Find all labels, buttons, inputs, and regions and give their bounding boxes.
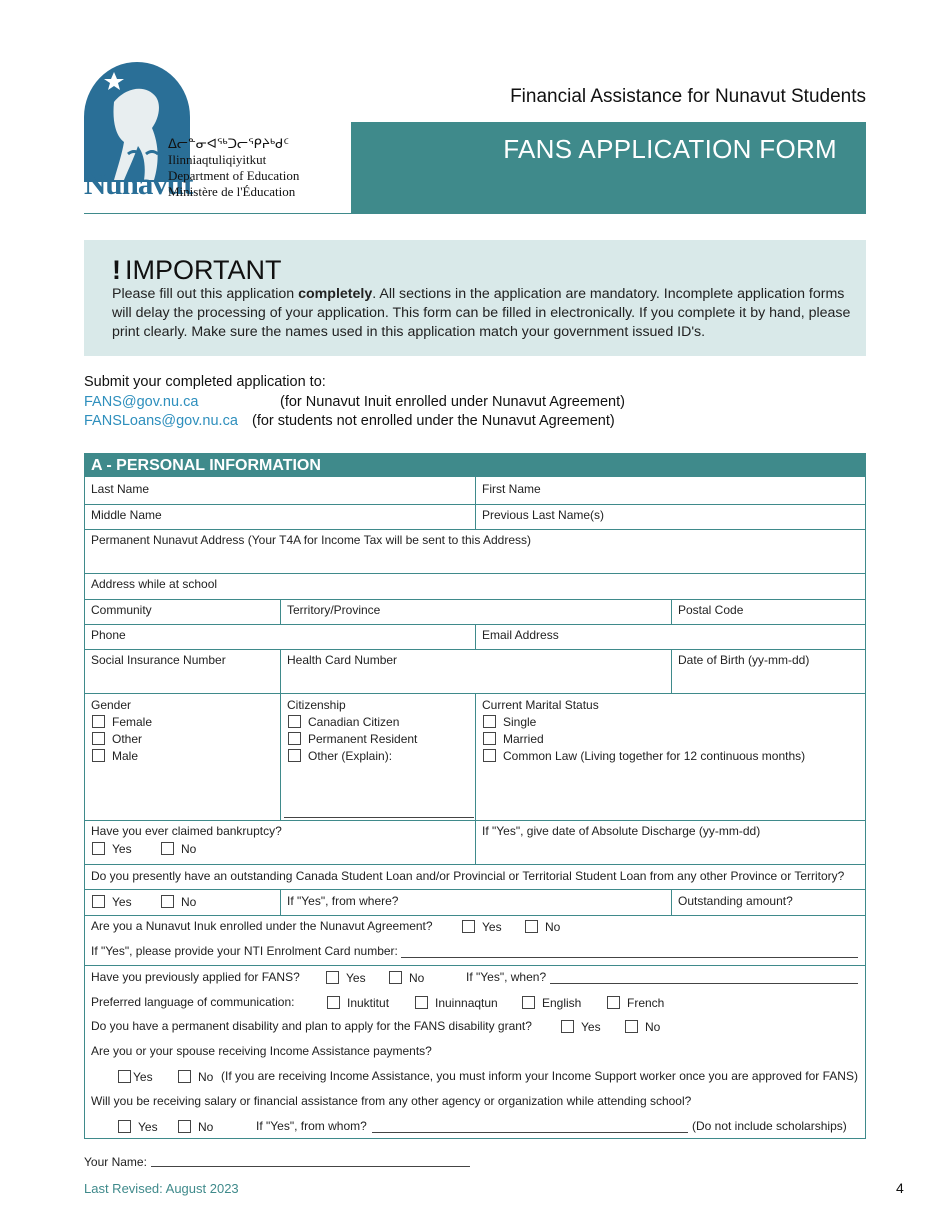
important-body-pre: Please fill out this application	[112, 286, 299, 302]
option-label: No	[409, 971, 425, 985]
option-label: French	[627, 996, 665, 1010]
citizenship-label: Citizenship	[287, 698, 346, 712]
community-label: Community	[91, 603, 152, 617]
last-revised: Last Revised: August 2023	[84, 1181, 239, 1196]
disability-yes-option[interactable]	[561, 1020, 601, 1034]
salary-question: Will you be receiving salary or financial assistance from any other agency or organization while attending school?	[91, 1094, 692, 1108]
loan-question: Do you presently have an outstanding Canada Student Loan and/or Provincial or Territorial Student Loan from any other Province or Territory?	[91, 869, 845, 883]
prev-fans-no-option[interactable]	[389, 971, 424, 985]
gender-other-option[interactable]	[92, 732, 142, 746]
program-title: Financial Assistance for Nunavut Students	[510, 86, 866, 107]
citizen-canadian-option[interactable]	[288, 715, 399, 729]
loan-where-label: If "Yes", from where?	[287, 894, 399, 908]
logo-wordmark: Nunavut	[84, 166, 193, 201]
checkbox-icon[interactable]	[525, 920, 538, 933]
checkbox-icon[interactable]	[326, 971, 339, 984]
last-name-label: Last Name	[91, 482, 150, 496]
option-label: Yes	[112, 895, 132, 909]
prev-fans-question: Have you previously applied for FANS?	[91, 970, 300, 984]
bankruptcy-no-option[interactable]	[161, 842, 196, 856]
exclamation-icon: !	[112, 255, 121, 285]
income-note: (If you are receiving Income Assistance, you must inform your Income Support worker once you are approved for FANS)	[221, 1069, 858, 1083]
checkbox-icon[interactable]	[92, 715, 105, 728]
checkbox-icon[interactable]	[288, 749, 301, 762]
gender-male-option[interactable]	[92, 749, 138, 763]
marital-label: Current Marital Status	[482, 698, 599, 712]
school-address-label: Address while at school	[91, 577, 218, 591]
option-label: Female	[112, 715, 153, 729]
checkbox-icon[interactable]	[161, 895, 174, 908]
option-label: No	[181, 842, 197, 856]
inuk-no-option[interactable]	[525, 920, 560, 934]
nti-question: If "Yes", please provide your NTI Enrolment Card number:	[91, 944, 398, 958]
checkbox-icon[interactable]	[118, 1120, 131, 1133]
citizen-permanent-option[interactable]	[288, 732, 417, 746]
email2-note: (for students not enrolled under the Nunavut Agreement)	[252, 413, 615, 429]
submit-instructions	[84, 373, 625, 432]
logo-text	[168, 136, 299, 200]
inuk-question: Are you a Nunavut Inuk enrolled under the Nunavut Agreement?	[91, 919, 433, 933]
middle-name-label: Middle Name	[91, 508, 162, 522]
fansloans-email-link[interactable]: FANSLoans@gov.nu.ca	[84, 413, 238, 429]
checkbox-icon[interactable]	[288, 715, 301, 728]
logo-text-syllabics: ᐃᓕᓐᓂᐊᖅᑐᓕᕿᔨᒃᑯᑦ	[168, 136, 289, 151]
your-name-line[interactable]	[151, 1166, 470, 1167]
important-title	[112, 255, 282, 286]
option-label: Other (Explain):	[308, 749, 393, 763]
checkbox-icon[interactable]	[625, 1020, 638, 1033]
option-label: English	[542, 996, 582, 1010]
logo-text-inuinnaqtun: Ilinniaqtuliqiyitkut	[168, 152, 267, 167]
section-a-header: A - PERSONAL INFORMATION	[84, 453, 866, 477]
checkbox-icon[interactable]	[607, 996, 620, 1009]
sin-label: Social Insurance Number	[91, 653, 226, 667]
page-number: 4	[896, 1180, 904, 1196]
phone-label: Phone	[91, 628, 126, 642]
citizen-other-option[interactable]	[288, 749, 392, 763]
email1-note: (for Nunavut Inuit enrolled under Nunavut Agreement)	[280, 393, 625, 410]
checkbox-icon[interactable]	[92, 749, 105, 762]
nti-number-line[interactable]	[401, 957, 858, 958]
option-label: Yes	[138, 1120, 158, 1134]
territory-label: Territory/Province	[287, 603, 381, 617]
checkbox-icon[interactable]	[178, 1070, 191, 1083]
fans-email-link[interactable]: FANS@gov.nu.ca	[84, 393, 199, 410]
logo-text-french: Ministère de l'Éducation	[168, 184, 296, 199]
permanent-address-label: Permanent Nunavut Address (Your T4A for Income Tax will be sent to this Address)	[91, 533, 532, 547]
postal-code-label: Postal Code	[678, 603, 744, 617]
prev-fans-when-label: If "Yes", when?	[466, 970, 547, 984]
option-label: No	[198, 1070, 214, 1084]
form-title: FANS APPLICATION FORM	[503, 134, 837, 164]
personal-info-table	[84, 477, 866, 1139]
bankruptcy-date-label: If "Yes", give date of Absolute Discharge (yy-mm-dd)	[482, 824, 761, 838]
email-label: Email Address	[482, 628, 559, 642]
option-label: Yes	[581, 1020, 601, 1034]
important-body	[112, 285, 852, 342]
loan-no-option[interactable]	[161, 895, 196, 909]
checkbox-icon[interactable]	[522, 996, 535, 1009]
checkbox-icon[interactable]	[561, 1020, 574, 1033]
checkbox-icon[interactable]	[389, 971, 402, 984]
prev-fans-when-line[interactable]	[550, 983, 858, 984]
option-label: No	[545, 920, 561, 934]
checkbox-icon[interactable]	[483, 732, 496, 745]
loan-amount-label: Outstanding amount?	[678, 894, 793, 908]
option-label: Inuktitut	[347, 996, 390, 1010]
important-body-bold: completely	[298, 286, 373, 302]
option-label: No	[181, 895, 197, 909]
lang-inuktitut-option[interactable]	[327, 996, 389, 1010]
option-label: Other	[112, 732, 143, 746]
disability-no-option[interactable]	[625, 1020, 660, 1034]
disability-question: Do you have a permanent disability and plan to apply for the FANS disability grant?	[91, 1019, 532, 1033]
salary-no-option[interactable]	[178, 1120, 213, 1134]
salary-whom-line[interactable]	[372, 1132, 688, 1133]
inuk-yes-option[interactable]	[462, 920, 502, 934]
loan-yes-option[interactable]	[92, 895, 132, 909]
checkbox-icon[interactable]	[483, 715, 496, 728]
option-label: Inuinnaqtun	[435, 996, 498, 1010]
gender-female-option[interactable]	[92, 715, 152, 729]
income-no-option[interactable]	[178, 1070, 213, 1084]
dob-label: Date of Birth (yy-mm-dd)	[678, 653, 810, 667]
lang-french-option[interactable]	[607, 996, 664, 1010]
checkbox-icon[interactable]	[118, 1070, 131, 1083]
checkbox-icon[interactable]	[288, 732, 301, 745]
checkbox-icon[interactable]	[161, 842, 174, 855]
option-label: Permanent Resident	[308, 732, 418, 746]
gender-label: Gender	[91, 698, 132, 712]
checkbox-icon[interactable]	[92, 732, 105, 745]
header-rule	[84, 213, 866, 214]
option-label: Yes	[112, 842, 132, 856]
option-label: No	[198, 1120, 214, 1134]
checkbox-icon[interactable]	[92, 842, 105, 855]
important-title-text: IMPORTANT	[125, 255, 282, 285]
salary-whom-label: If "Yes", from whom?	[256, 1119, 367, 1133]
salary-note: (Do not include scholarships)	[692, 1119, 847, 1133]
income-question: Are you or your spouse receiving Income Assistance payments?	[91, 1044, 432, 1058]
option-label: Yes	[482, 920, 502, 934]
first-name-label: First Name	[482, 482, 541, 496]
checkbox-icon[interactable]	[415, 996, 428, 1009]
checkbox-icon[interactable]	[92, 895, 105, 908]
option-label: Male	[112, 749, 139, 763]
important-body-post: . All sections in the application are mandatory. Incomplete application forms will delay the processing of your application. This form can be filled in electronically. If you complete it by hand, please print clearly. Make sure the names used in this application match your government issued ID's.	[112, 286, 851, 340]
marital-common-law-option[interactable]	[483, 749, 805, 763]
health-card-label: Health Card Number	[287, 653, 398, 667]
option-label: Common Law (Living together for 12 continuous months)	[503, 749, 806, 763]
lang-english-option[interactable]	[522, 996, 581, 1010]
logo-text-english: Department of Education	[168, 168, 300, 183]
prev-fans-yes-option[interactable]	[326, 971, 366, 985]
checkbox-icon[interactable]	[178, 1120, 191, 1133]
checkbox-icon[interactable]	[327, 996, 340, 1009]
your-name-label: Your Name:	[84, 1155, 147, 1169]
marital-single-option[interactable]	[483, 715, 536, 729]
option-label: No	[645, 1020, 661, 1034]
option-label: Single	[503, 715, 537, 729]
previous-last-name-label: Previous Last Name(s)	[482, 508, 605, 522]
option-label: Yes	[133, 1070, 153, 1084]
option-label: Yes	[346, 971, 366, 985]
salary-yes-option[interactable]	[118, 1120, 158, 1134]
language-question: Preferred language of communication:	[91, 995, 295, 1009]
marital-married-option[interactable]	[483, 732, 544, 746]
bankruptcy-question: Have you ever claimed bankruptcy?	[91, 824, 282, 838]
citizen-explain-line[interactable]	[284, 817, 474, 818]
checkbox-icon[interactable]	[483, 749, 496, 762]
bankruptcy-yes-option[interactable]	[92, 842, 132, 856]
lang-inuinnaqtun-option[interactable]	[415, 996, 498, 1010]
option-label: Married	[503, 732, 544, 746]
submit-intro: Submit your completed application to:	[84, 374, 326, 390]
checkbox-icon[interactable]	[462, 920, 475, 933]
option-label: Canadian Citizen	[308, 715, 400, 729]
income-yes-option[interactable]	[118, 1070, 153, 1084]
